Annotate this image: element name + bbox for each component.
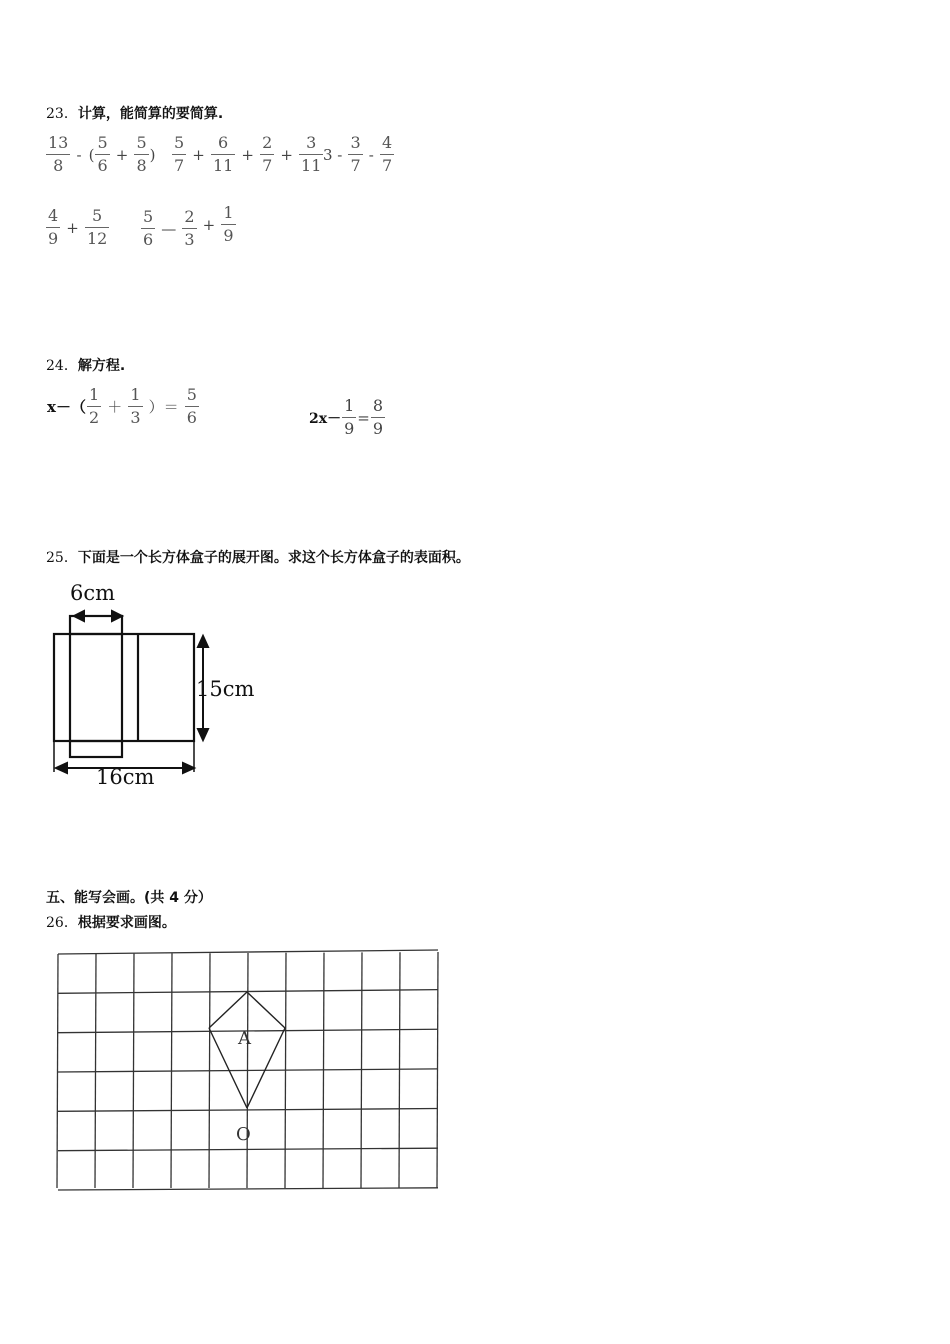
- fraction: $\frac{5}{6}$: [97, 133, 108, 175]
- q23-expression-4: [46, 207, 109, 248]
- net-bottom-flap: [70, 741, 122, 757]
- grid-column-line: [399, 952, 400, 1188]
- grid-column-line: [437, 952, 438, 1188]
- fraction: $\frac{5}{6}$: [143, 207, 154, 249]
- q23-title: [46, 103, 223, 123]
- box-net-diagram: [40, 572, 280, 792]
- fraction: $\frac{4}{7}$: [381, 133, 393, 175]
- q24-title: [46, 355, 125, 375]
- grid-lines: [57, 950, 438, 1190]
- fraction: $\frac{3}{11}$: [301, 133, 322, 175]
- operator: +: [66, 218, 79, 237]
- kite-edge: [247, 992, 285, 1028]
- grid-column-line: [361, 952, 362, 1188]
- operator: +: [202, 215, 216, 234]
- arrow-head: [183, 763, 194, 773]
- arrow-head: [74, 611, 84, 621]
- fraction: $\frac{13}{8}$: [48, 133, 69, 175]
- operator: ＋: [107, 398, 123, 416]
- grid-row-line: [58, 1109, 438, 1112]
- section5-title: 五、能写会画。(共 4 分）: [46, 890, 212, 906]
- fraction: $\frac{6}{11}$: [212, 133, 234, 175]
- operator: —: [161, 219, 177, 238]
- operand: x－（: [47, 398, 86, 416]
- q26-number: 26．: [46, 915, 78, 931]
- operator: -: [76, 145, 82, 164]
- fraction: $\frac{3}{7}$: [350, 133, 361, 175]
- fraction: $\frac{5}{12}$: [86, 206, 108, 248]
- fraction: $\frac{1}{9}$: [344, 396, 355, 438]
- q24-text: 解方程.: [77, 358, 126, 374]
- arrow-head: [198, 636, 208, 647]
- paren: ): [149, 145, 156, 164]
- q24-number: 24．: [46, 358, 78, 374]
- arrow-head: [198, 729, 208, 740]
- fraction: $\frac{5}{8}$: [136, 133, 147, 175]
- q24-equation-2: [308, 397, 385, 438]
- fraction: $\frac{8}{9}$: [372, 396, 384, 438]
- kite-edge: [209, 992, 247, 1028]
- operator: =: [357, 408, 370, 427]
- operand: 2x－: [309, 410, 342, 427]
- grid-row-line: [58, 1148, 438, 1151]
- grid-column-line: [57, 954, 58, 1188]
- point-label-o: O: [236, 1124, 251, 1145]
- arrow-head: [56, 763, 67, 773]
- kite-edge: [247, 1028, 285, 1108]
- q23-expression-1: [46, 134, 156, 175]
- operator: +: [241, 145, 254, 164]
- paren: (: [88, 145, 95, 164]
- operator: +: [280, 145, 293, 164]
- fraction: $\frac{5}{6}$: [186, 385, 197, 427]
- arrow-head: [112, 611, 122, 621]
- drawing-grid: [50, 940, 460, 1195]
- fraction: $\frac{1}{3}$: [130, 385, 141, 427]
- label-height: 15cm: [196, 677, 255, 701]
- operator: +: [192, 145, 205, 164]
- operator: +: [115, 145, 129, 164]
- q24-equation-1: [46, 386, 199, 427]
- fraction: $\frac{2}{7}$: [262, 133, 273, 175]
- q26-text: 根据要求画图。: [77, 915, 176, 931]
- point-label-a: A: [238, 1028, 251, 1049]
- q25-number: 25．: [46, 550, 78, 566]
- operator: -: [368, 145, 374, 164]
- operator: ）＝: [148, 398, 179, 416]
- q23-expression-5: [141, 200, 236, 249]
- fraction: $\frac{1}{9}$: [223, 203, 234, 245]
- fraction: $\frac{5}{7}$: [174, 133, 185, 175]
- label-width: 6cm: [70, 581, 116, 605]
- label-length: 16cm: [96, 765, 155, 789]
- q25-text: 下面是一个长方体盒子的展开图。求这个长方体盒子的表面积。: [77, 550, 470, 566]
- net-outer-rect: [54, 634, 194, 741]
- operand: 3 -: [323, 145, 343, 164]
- fraction: $\frac{1}{2}$: [88, 385, 100, 427]
- q25-title: [46, 547, 470, 567]
- q23-number: 23．: [46, 106, 78, 122]
- grid-column-line: [95, 954, 96, 1188]
- q23-expression-2: [172, 134, 323, 175]
- fraction: $\frac{2}{3}$: [184, 207, 195, 249]
- fraction: $\frac{4}{9}$: [48, 206, 59, 248]
- q26-title: [46, 912, 176, 932]
- grid-row-line: [58, 1188, 438, 1190]
- q23-expression-3: [322, 134, 394, 175]
- q23-text: 计算，能简算的要简算.: [77, 106, 224, 122]
